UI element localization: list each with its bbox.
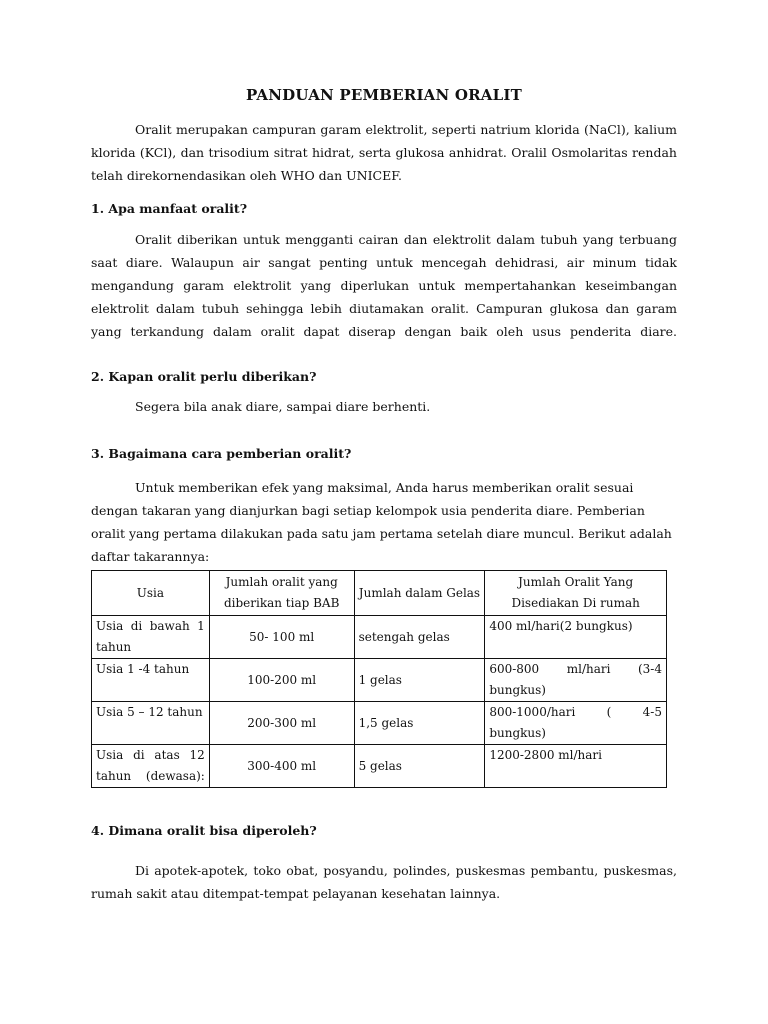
section-1-paragraph (91, 228, 677, 343)
section-3-line: daftar takarannya: (91, 549, 210, 564)
cell-rumah-text: 800-1000/hari ( 4-5 bungkus) (489, 705, 662, 740)
section-4-line: Di apotek-apotek, toko obat, posyandu, polindes, puskesmas pembantu, puskesmas, (135, 863, 677, 878)
table-header-row (92, 571, 667, 616)
cell-gelas: 1,5 gelas (354, 702, 485, 745)
cell-rumah (485, 702, 667, 745)
section-3-heading: 3. Bagaimana cara pemberian oralit? (91, 446, 352, 461)
section-3-paragraph (91, 476, 677, 568)
section-3-line: Untuk memberikan efek yang maksimal, Anda harus memberikan oralit sesuai (135, 480, 634, 495)
section-1-line: mengandung garam elektrolit yang diperlukan untuk mempertahankan keseimbangan (91, 278, 677, 293)
cell-rumah: 1200-2800 ml/hari (485, 745, 667, 788)
section-1-line: elektrolit dalam tubuh sehingga lebih diutamakan oralit. Campuran glukosa dan garam (91, 301, 677, 316)
section-4-paragraph (91, 859, 677, 905)
table-row (92, 659, 667, 702)
section-1-line: yang terkandung dalam oralit dapat diserap dengan baik oleh usus penderita diare. (91, 324, 677, 339)
section-3-line: dengan takaran yang dianjurkan bagi setiap kelompok usia penderita diare. Pemberian (91, 503, 645, 518)
section-4-line: rumah sakit atau ditempat-tempat pelayanan kesehatan lainnya. (91, 886, 501, 901)
dosage-table (91, 570, 667, 788)
cell-usia (92, 745, 210, 788)
section-4-heading: 4. Dimana oralit bisa diperoleh? (91, 823, 317, 838)
header-per-bab: Jumlah oralit yang diberikan tiap BAB (209, 571, 354, 616)
section-2-text: Segera bila anak diare, sampai diare berhenti. (135, 399, 431, 414)
cell-per-bab: 100-200 ml (209, 659, 354, 702)
header-usia: Usia (92, 571, 210, 616)
intro-line: telah direkornendasikan oleh WHO dan UNICEF. (91, 168, 402, 183)
intro-paragraph (91, 118, 677, 187)
cell-per-bab: 50- 100 ml (209, 616, 354, 659)
section-2-heading: 2. Kapan oralit perlu diberikan? (91, 369, 317, 384)
document-title: PANDUAN PEMBERIAN ORALIT (246, 86, 522, 104)
section-1-line: Oralit diberikan untuk mengganti cairan dan elektrolit dalam tubuh yang terbuang (135, 232, 677, 247)
section-3-line: oralit yang pertama dilakukan pada satu jam pertama setelah diare muncul. Berikut adalah (91, 526, 672, 541)
section-1-heading: 1. Apa manfaat oralit? (91, 201, 248, 216)
cell-usia: Usia 1 -4 tahun (92, 659, 210, 702)
cell-per-bab: 200-300 ml (209, 702, 354, 745)
cell-usia-text: Usia di atas 12 tahun (dewasa): (96, 748, 205, 783)
cell-usia: Usia 5 – 12 tahun (92, 702, 210, 745)
cell-usia (92, 616, 210, 659)
intro-line: klorida (KCl), dan trisodium sitrat hidrat, serta glukosa anhidrat. Oralil Osmolaritas rendah (91, 145, 677, 160)
table-row (92, 702, 667, 745)
cell-gelas: 5 gelas (354, 745, 485, 788)
cell-rumah: 400 ml/hari(2 bungkus) (485, 616, 667, 659)
table-row (92, 616, 667, 659)
cell-gelas: 1 gelas (354, 659, 485, 702)
cell-rumah-text: 600-800 ml/hari (3-4 bungkus) (489, 662, 662, 697)
cell-per-bab: 300-400 ml (209, 745, 354, 788)
cell-rumah (485, 659, 667, 702)
header-rumah: Jumlah Oralit Yang Disediakan Di rumah (485, 571, 667, 616)
cell-usia-text: Usia di bawah 1 tahun (96, 619, 205, 654)
intro-line: Oralit merupakan campuran garam elektrolit, seperti natrium klorida (NaCl), kalium (135, 122, 677, 137)
table-row (92, 745, 667, 788)
section-1-line: saat diare. Walaupun air sangat penting untuk mencegah dehidrasi, air minum tidak (91, 255, 677, 270)
header-gelas: Jumlah dalam Gelas (354, 571, 485, 616)
cell-gelas: setengah gelas (354, 616, 485, 659)
